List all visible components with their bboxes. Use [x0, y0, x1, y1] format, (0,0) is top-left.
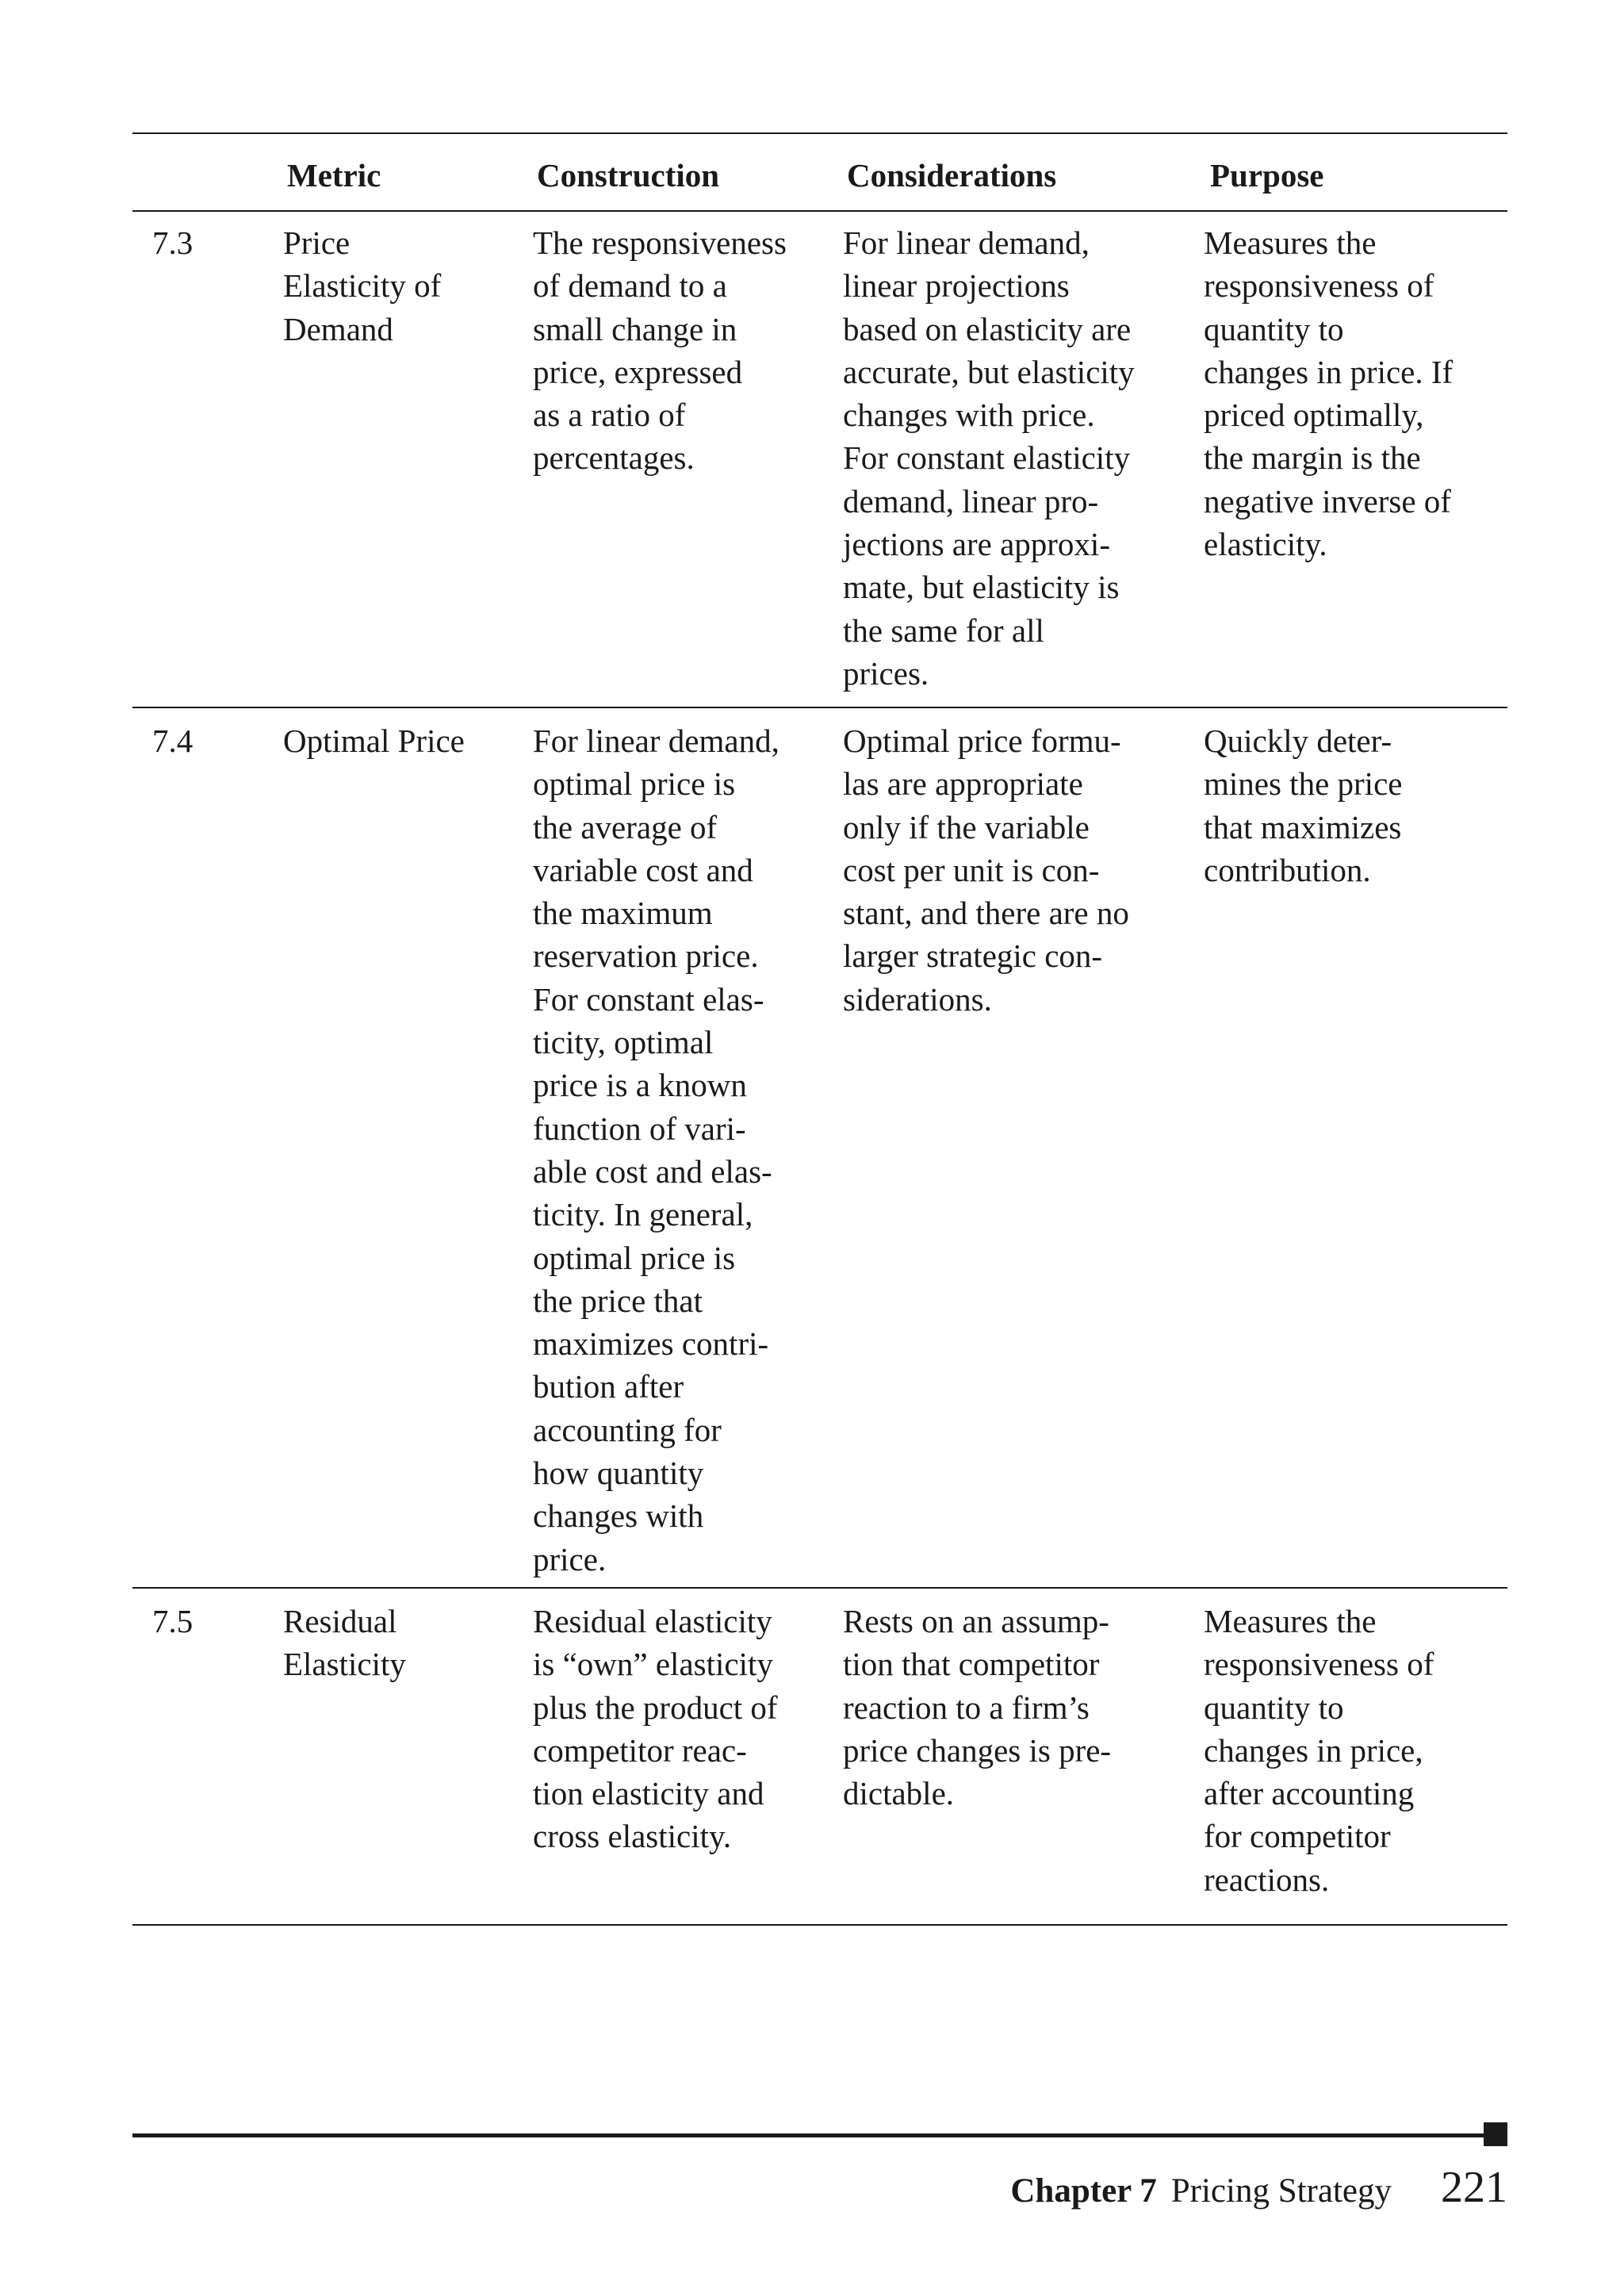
row-considerations: For linear demand, linear projections based on elasticity are accurate, but elasticity changes with price. For constant elasticity demand, linear pro- jections are approxi- mate, but elasticity is the same for all prices. — [843, 224, 1135, 692]
row-number: 7.3 — [152, 224, 193, 261]
header-metric: Metric — [287, 157, 381, 194]
row-construction: Residual elasticity is “own” elasticity plus the product of competitor reac- tion elasticity and cross elasticity. — [533, 1603, 778, 1855]
page-number: 221 — [1441, 2163, 1507, 2212]
chapter-label: Chapter 7 — [1010, 2172, 1157, 2210]
row-construction: The responsiveness of demand to a small change in price, expressed as a ratio of percentages. — [533, 224, 787, 477]
table-row — [132, 212, 1507, 708]
table-row — [132, 708, 1507, 1589]
table-row — [132, 1589, 1507, 1924]
row-purpose: Quickly deter- mines the price that maximizes contribution. — [1204, 723, 1403, 888]
row-construction: For linear demand, optimal price is the average of variable cost and the maximum reservation price. For constant elas- ticity, optimal price is a known function of vari- able cost and elas- ticity. In general, optimal price is the price that maximizes contri- bution after accounting for how quantity changes with price. — [533, 723, 779, 1578]
row-number: 7.4 — [152, 723, 193, 759]
row-number: 7.5 — [152, 1603, 193, 1639]
row-metric: Price Elasticity of Demand — [283, 224, 442, 347]
running-footer — [1010, 2162, 1507, 2213]
metrics-table — [132, 132, 1507, 1926]
footer-rule — [132, 2133, 1498, 2137]
row-metric: Residual Elasticity — [283, 1603, 406, 1683]
chapter-title: Pricing Strategy — [1170, 2172, 1392, 2210]
table-header — [132, 134, 1507, 212]
header-construction: Construction — [537, 157, 720, 194]
header-number — [132, 169, 283, 175]
row-considerations: Optimal price formu- las are appropriate only if the variable cost per unit is con- stant, and there are no larger strategic con- siderations. — [843, 723, 1129, 1018]
header-considerations: Considerations — [847, 157, 1057, 194]
row-metric: Optimal Price — [283, 723, 465, 759]
row-purpose: Measures the responsiveness of quantity to changes in price, after accounting for competitor reactions. — [1204, 1603, 1434, 1898]
row-purpose: Measures the responsiveness of quantity to changes in price. If priced optimally, the margin is the negative inverse of elasticity. — [1204, 224, 1454, 563]
header-purpose: Purpose — [1210, 157, 1324, 194]
footer-square-marker — [1484, 2122, 1507, 2146]
row-considerations: Rests on an assump- tion that competitor reaction to a firm’s price changes is pre- dictable. — [843, 1603, 1112, 1812]
